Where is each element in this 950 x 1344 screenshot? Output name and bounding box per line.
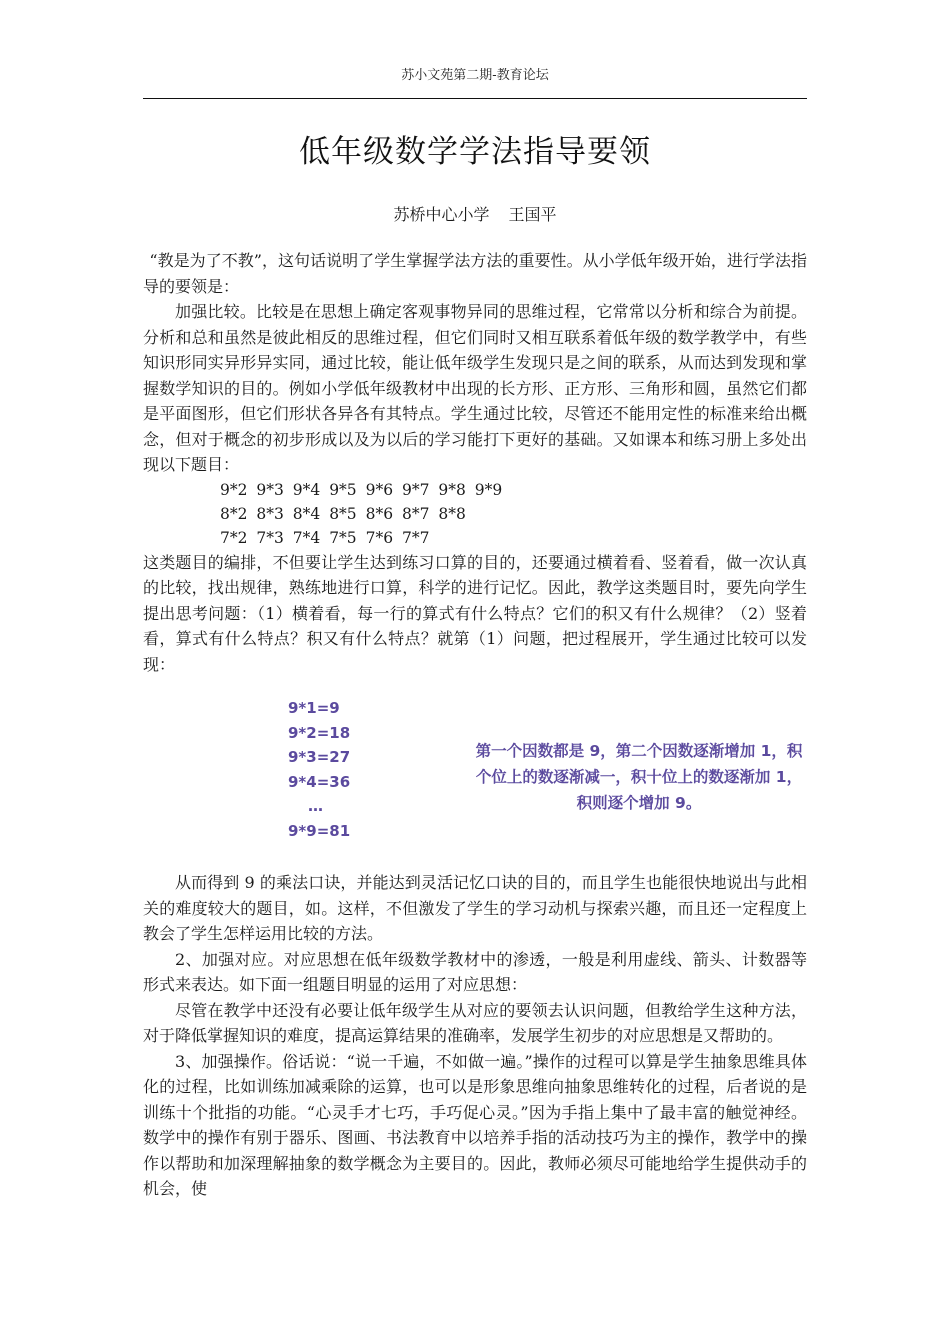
equation: 9*2=18 [288,723,351,742]
equation: 9*1=9 [288,699,340,717]
exercise-row: 9*2 9*3 9*4 9*5 9*6 9*7 9*8 9*9 [220,480,503,499]
exercise-row: 7*2 7*3 7*4 7*5 7*6 7*7 [220,528,430,547]
header-rule [143,98,807,99]
article-byline: 苏桥中心小学 王国平 [393,205,557,224]
correspondence-paragraph: 2、加强对应。对应思想在低年级数学教材中的渗透，一般是利用虚线、箭头、计数器等形式来表达。如下面一组题目明显的运用了对应思想： [143,949,807,994]
intro-paragraph: “教是为了不教”，这句话说明了学生掌握学法方法的重要性。从小学低年级开始，进行学法指导的要领是： [143,251,807,296]
pattern-note: 第一个因数都是 9，第二个因数逐渐增加 1，积个位上的数逐渐减一，积十位上的数逐渐加 1，积则逐个增加 9。 [475,742,803,812]
section-continuation [143,870,807,1202]
question-paragraph: 这类题目的编排，不但要让学生达到练习口算的目的，还要通过横着看、竖着看，做一次认真的比较，找出规律，熟练地进行口算，科学的进行记忆。因此，教学这类题目时，要先向学生提出思考问题：（1）横着看，每一行的算式有什么特点？它们的积又有什么规律？（2）竖着看，算式有什么特点？积又有什么特点？就第（1）问题，把过程展开，学生通过比较可以发现： [143,552,807,674]
correspondence-followup-paragraph: 尽管在教学中还没有必要让低年级学生从对应的要领去认识问题，但教给学生这种方法，对于降低掌握知识的难度，提高运算结果的准确率，发展学生初步的对应思想是又帮助的。 [143,1000,807,1045]
multiplication-sequence [288,696,350,843]
article-title: 低年级数学学法指导要领 [299,134,651,170]
equation: 9*3=27 [288,748,351,766]
conclusion-paragraph: 从而得到 9 的乘法口诀，并能达到灵活记忆口诀的目的，而且学生也能很快地说出与此相关的难度较大的题目，如。这样，不但激发了学生的学习动机与探索兴趣，而且还一定程度上教会了学生怎样运用比较的方法。 [143,873,807,943]
ellipsis: … [308,797,323,815]
equation: 9*9=81 [288,821,351,840]
operation-paragraph: 3、加强操作。俗话说：“说一千遍，不如做一遍。”操作的过程可以算是学生抽象思维具体化的过程，比如训练加减乘除的运算，也可以是形象思维向抽象思维转化的过程，后者说的是训练十个批指的功能。“心灵手才七巧，手巧促心灵。”因为手指上集中了最丰富的触觉神经。数学中的操作有别于器乐、图画、书法教育中以培养手指的活动技巧为主的操作，教学中的操作以帮助和加深理解抽象的数学概念为主要目的。因此，教师必须尽可能地给学生提供动手的机会，使 [143,1051,807,1198]
exercise-row: 8*2 8*3 8*4 8*5 8*6 8*7 8*8 [220,504,466,523]
equation: 9*4=36 [288,772,351,791]
running-header: 苏小文苑第二期-教育论坛 [401,68,549,83]
section-comparison [143,248,807,677]
comparison-paragraph: 加强比较。比较是在思想上确定客观事物异同的思维过程，它常常以分析和综合为前提。分析和总和虽然是彼此相反的思维过程，但它们同时又相互联系着低年级的数学教学中，有些知识形同实异形异实同，通过比较，能让低年级学生发现只是之间的联系，从而达到发现和掌握数学知识的目的。例如小学低年级教材中出现的长方形、正方形、三角形和圆，虽然它们都是平面图形，但它们形状各异各有其特点。学生通过比较，尽管还不能用定性的标准来给出概念，但对于概念的初步形成以及为以后的学习能打下更好的基础。又如课本和练习册上多处出现以下题目： [143,302,807,474]
